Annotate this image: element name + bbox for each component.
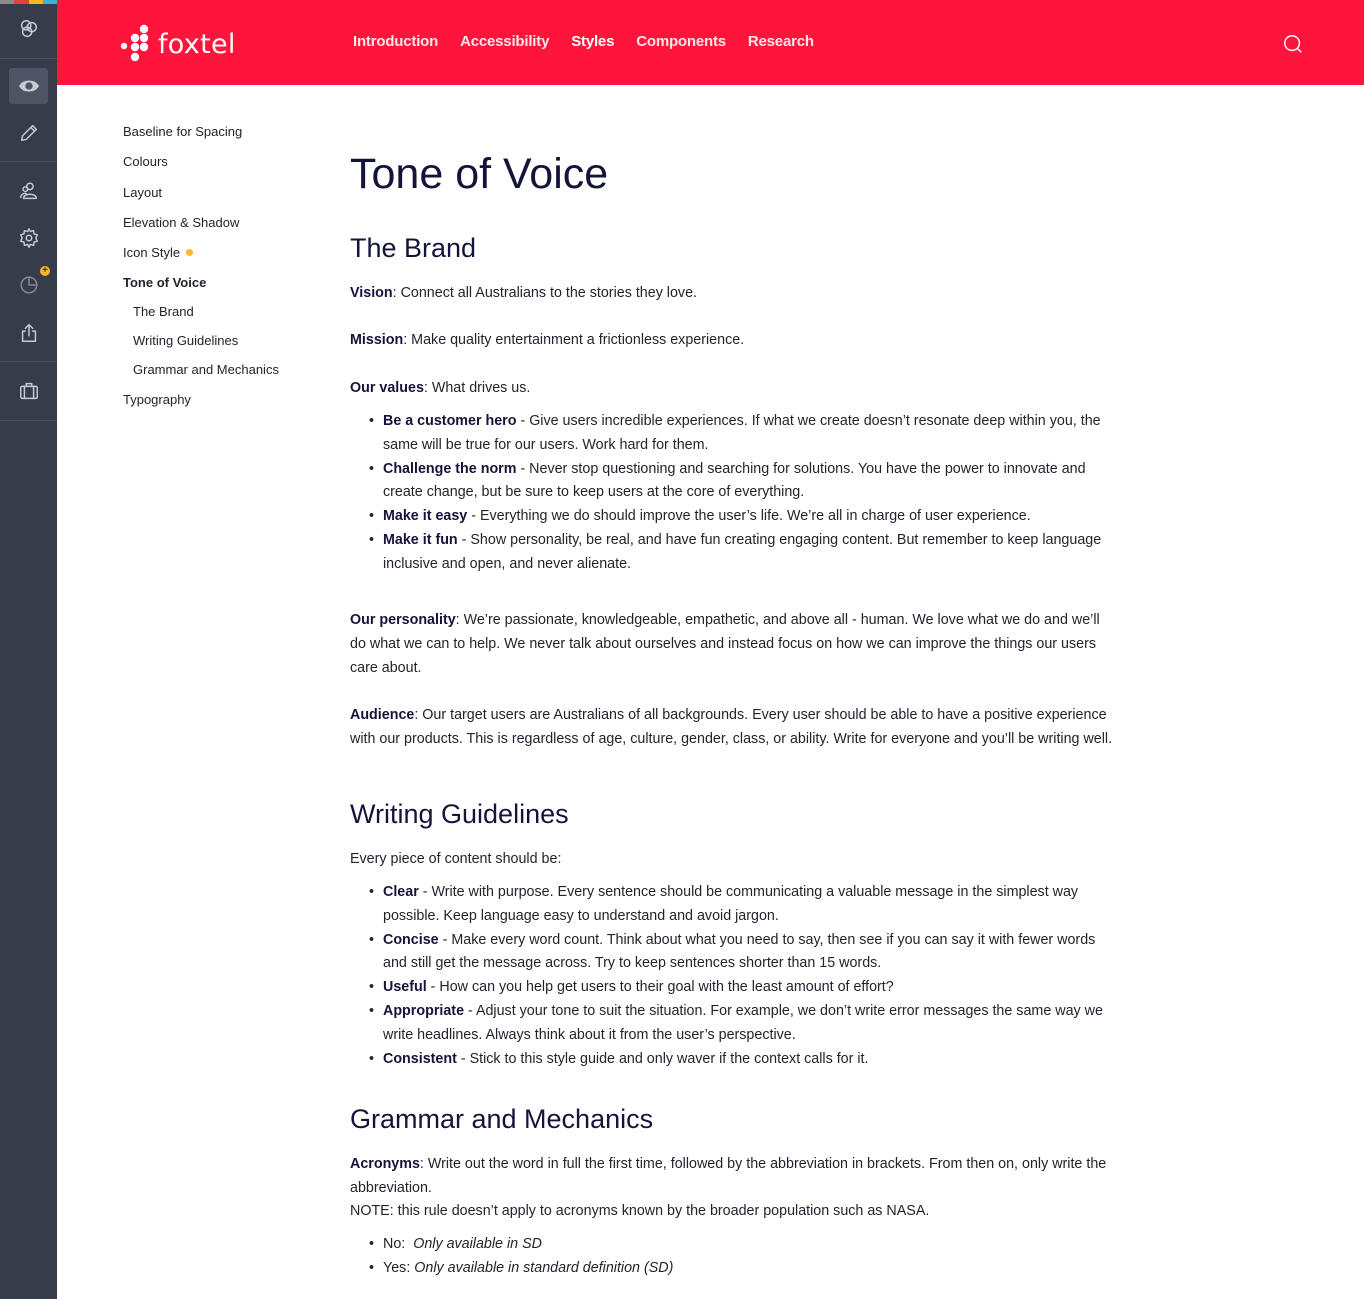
foxtel-logo[interactable] (118, 22, 236, 66)
toc-sub-grammar-and-mechanics[interactable]: Grammar and Mechanics (133, 362, 279, 378)
example-text: Only available in SD (413, 1236, 542, 1252)
acronyms-note: NOTE: this rule doesn’t apply to acronyms known by the broader population such as NASA. (350, 1203, 930, 1219)
rail-divider (0, 420, 57, 421)
page-title: Tone of Voice (350, 150, 609, 198)
nav-accessibility[interactable]: Accessibility (460, 33, 550, 50)
value-term: Make it fun (383, 531, 458, 548)
list-item (383, 505, 1115, 529)
personality-label: Our personality (350, 612, 456, 628)
example-text: Only available in standard definition (SD) (414, 1259, 674, 1276)
toc-sub-writing-guidelines[interactable]: Writing Guidelines (133, 333, 239, 349)
list-item (383, 976, 1115, 1000)
toc-sub-the-brand[interactable]: The Brand (133, 304, 194, 320)
toc-icon-style-label: Icon Style (123, 245, 181, 261)
share-icon[interactable] (9, 315, 48, 351)
guideline-term: Clear (383, 884, 419, 900)
audience-paragraph (350, 704, 1115, 752)
guideline-term: Consistent (383, 1050, 457, 1067)
values-paragraph (350, 377, 1115, 401)
value-term: Challenge the norm (383, 460, 517, 477)
rail-divider (0, 58, 57, 59)
example-prefix: No: (383, 1236, 406, 1252)
list-item (383, 458, 1115, 506)
eye-icon[interactable] (9, 68, 48, 104)
values-text: : What drives us. (423, 380, 531, 396)
guideline-text: - Stick to this style guide and only waver if the context calls for it. (456, 1050, 869, 1067)
toc-layout[interactable]: Layout (123, 184, 163, 200)
acronyms-label: Acronyms (350, 1156, 420, 1172)
rail-color-stripe (0, 0, 57, 4)
toc-baseline-for-spacing[interactable]: Baseline for Spacing (123, 124, 243, 139)
toc-icon-style[interactable] (123, 243, 323, 273)
value-text: - Give users incredible experiences. If what we create doesn’t resonate deep within you, the same will be true for our users. Work hard for them. (383, 413, 1101, 453)
guideline-text: - How can you help get users to their goal with the least amount of effort? (426, 979, 894, 996)
toc-typography[interactable]: Typography (123, 392, 191, 408)
mission-paragraph (350, 329, 1115, 353)
list-item (383, 1000, 1115, 1048)
list-item (383, 1257, 1115, 1281)
stripe-segment-4 (43, 0, 57, 4)
vision-label: Vision (350, 285, 393, 301)
foxtel-dots-icon (118, 22, 152, 66)
writing-guidelines-list (350, 881, 1115, 1071)
rail-divider (0, 161, 57, 162)
writing-intro: Every piece of content should be: (350, 851, 562, 867)
value-term: Make it easy (383, 508, 468, 525)
pencil-icon[interactable] (9, 115, 48, 151)
search-icon[interactable] (1282, 33, 1304, 55)
example-prefix: Yes: (383, 1259, 411, 1276)
toc-tone-of-voice[interactable]: Tone of Voice (123, 275, 207, 291)
stripe-segment-2 (14, 0, 28, 4)
guideline-term: Concise (383, 931, 439, 948)
audience-text: : Our target users are Australians of all backgrounds. Every user should be able to have a positive experience with our products. This is regardless of age, culture, gender, class, or ability. Write for everyone and you’ll be writing well. (350, 707, 1113, 747)
acronyms-text: : Write out the word in full the first time, followed by the abbreviation in brackets. From then on, only write the abbreviation. (350, 1156, 1107, 1196)
rail-divider (0, 361, 57, 362)
list-item (383, 410, 1115, 458)
nav-research[interactable]: Research (747, 33, 814, 50)
top-navigation-bar (57, 0, 1364, 85)
list-item (383, 929, 1115, 977)
audience-label: Audience (350, 707, 415, 723)
guideline-term: Useful (383, 979, 427, 996)
guideline-text: - Adjust your tone to suit the situation. For example, we don’t write error messages the same way we write headlines. Always think about it from the user’s perspective. (383, 1002, 1103, 1043)
vision-text: : Connect all Australians to the stories they love. (392, 285, 698, 301)
values-label: Our values (350, 380, 424, 396)
gear-icon[interactable] (9, 220, 48, 256)
list-item (383, 1048, 1115, 1072)
status-dot (186, 249, 193, 256)
guideline-term: Appropriate (383, 1002, 465, 1019)
acronym-examples-list (350, 1233, 1115, 1281)
stripe-segment-1 (0, 0, 14, 4)
guideline-text: - Write with purpose. Every sentence should be communicating a valuable message in the simplest way possible. Keep language easy to understand and avoid jargon. (383, 884, 1079, 924)
personality-text: : We’re passionate, knowledgeable, empathetic, and above all - human. We love what we do and we’ll do what we can to help. We never talk about ourselves and instead focus on how we can improve the things our users care about. (350, 612, 1100, 676)
value-term: Be a customer hero (383, 413, 517, 429)
page-table-of-contents (123, 122, 323, 421)
list-item (383, 529, 1115, 577)
stripe-segment-3 (29, 0, 43, 4)
personality-paragraph (350, 609, 1115, 680)
app-icon-rail (0, 0, 57, 1299)
notification-badge: + (38, 264, 52, 278)
briefcase-icon[interactable] (9, 373, 48, 409)
section-heading-the-brand: The Brand (350, 233, 477, 263)
nav-components[interactable]: Components (636, 33, 726, 50)
section-heading-writing-guidelines: Writing Guidelines (350, 799, 569, 829)
vision-paragraph (350, 282, 1115, 306)
nav-introduction[interactable]: Introduction (353, 33, 439, 50)
acronyms-paragraph (350, 1153, 1115, 1201)
mission-label: Mission (350, 332, 404, 348)
users-icon[interactable] (9, 173, 48, 209)
nav-styles[interactable]: Styles (571, 33, 615, 50)
list-item (383, 881, 1115, 929)
toc-elevation-shadow[interactable]: Elevation & Shadow (123, 214, 240, 230)
guideline-text: - Make every word count. Think about what you need to say, then see if you can say it with fewer words and still get the message across. Try to keep sentences shorter than 15 words. (383, 931, 1096, 972)
mission-text: : Make quality entertainment a frictionless experience. (403, 332, 745, 348)
value-text: - Never stop questioning and searching for solutions. You have the power to innovate and create change, but be sure to keep users at the core of everything. (383, 460, 1086, 501)
list-item (383, 1233, 1115, 1257)
section-heading-grammar-and-mechanics: Grammar and Mechanics (350, 1104, 654, 1134)
toc-colours[interactable]: Colours (123, 154, 168, 170)
app-logo-icon[interactable] (9, 11, 48, 47)
value-text: - Show personality, be real, and have fun creating engaging content. But remember to keep language inclusive and open, and never alienate. (383, 531, 1102, 572)
main-nav (353, 33, 836, 50)
value-text: - Everything we do should improve the user’s life. We’re all in charge of user experience. (467, 508, 1031, 525)
values-list (350, 410, 1115, 577)
logo-wordmark: foxtel (158, 28, 236, 60)
